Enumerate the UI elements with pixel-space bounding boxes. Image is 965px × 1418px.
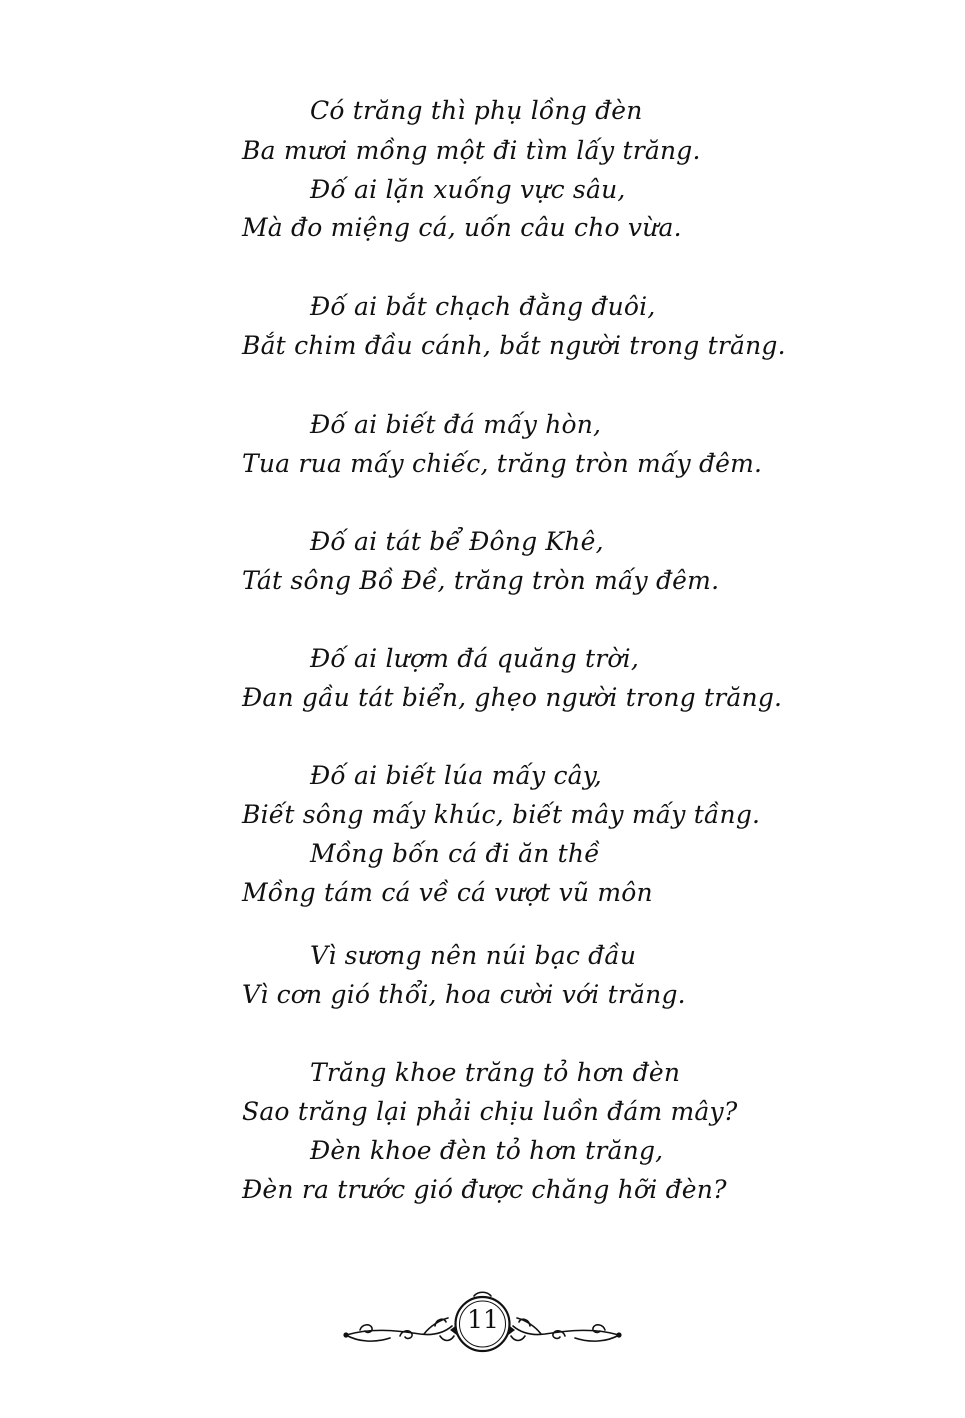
verse-line: Tua rua mấy chiếc, trăng tròn mấy đêm. (242, 449, 763, 478)
verse-line: Bắt chim đầu cánh, bắt người trong trăng. (242, 331, 786, 360)
verse-line: Đố ai bắt chạch đằng đuôi, (310, 292, 656, 321)
verse-line: Đố ai tát bể Đông Khê, (310, 527, 604, 556)
verse-line: Có trăng thì phụ lồng đèn (310, 96, 643, 125)
page-number: 11 (467, 1305, 499, 1334)
verse-line: Vì sương nên núi bạc đầu (310, 941, 637, 970)
verse-line: Sao trăng lại phải chịu luồn đám mây? (242, 1097, 738, 1126)
verse-line: Biết sông mấy khúc, biết mây mấy tầng. (242, 800, 761, 829)
verse-line: Mà đo miệng cá, uốn câu cho vừa. (242, 213, 682, 242)
verse-line: Đố ai lượm đá quăng trời, (310, 644, 639, 673)
verse-line: Ba mươi mồng một đi tìm lấy trăng. (242, 136, 701, 165)
verse-line: Đèn ra trước gió được chăng hỡi đèn? (242, 1175, 727, 1204)
verse-line: Đố ai lặn xuống vực sâu, (310, 175, 626, 204)
verse-line: Đèn khoe đèn tỏ hơn trăng, (310, 1136, 664, 1165)
verse-line: Vì cơn gió thổi, hoa cười với trăng. (242, 980, 686, 1009)
verse-line: Tát sông Bồ Đề, trăng tròn mấy đêm. (242, 566, 720, 595)
verse-line: Đố ai biết đá mấy hòn, (310, 410, 602, 439)
verse-line: Đan gầu tát biển, ghẹo người trong trăng. (242, 683, 783, 712)
verse-line: Trăng khoe trăng tỏ hơn đèn (310, 1058, 681, 1087)
verse-line: Mồng tám cá về cá vượt vũ môn (242, 878, 653, 907)
verse-line: Đố ai biết lúa mấy cây, (310, 761, 602, 790)
verse-line: Mồng bốn cá đi ăn thề (310, 839, 600, 868)
